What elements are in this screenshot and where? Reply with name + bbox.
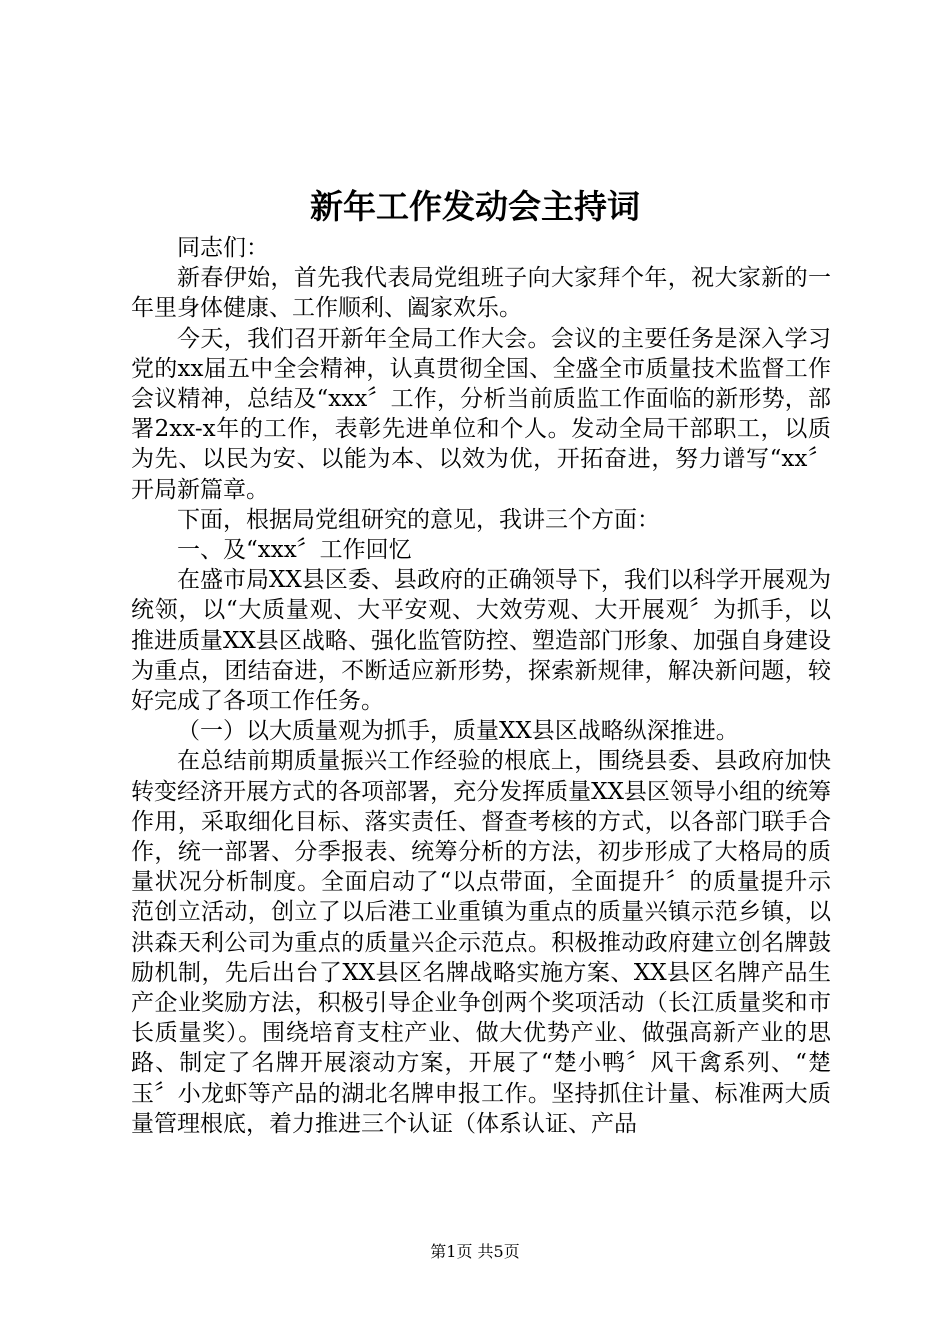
- document-title: 新年工作发动会主持词: [310, 187, 640, 226]
- paragraph: 下面，根据局党组研究的意见，我讲三个方面：: [177, 506, 660, 533]
- page-number-footer: 第1页 共5页: [430, 1242, 520, 1261]
- subsection-heading: （一）以大质量观为抓手，质量XX县区战略纵深推进。: [177, 718, 739, 745]
- document-body: [131, 233, 831, 1139]
- paragraph: 新春伊始，首先我代表局党组班子向大家拜个年，祝大家新的一年里身体健康、工作顺利、阖家欢乐。: [131, 265, 831, 322]
- paragraph: 今天，我们召开新年全局工作大会。会议的主要任务是深入学习党的xx届五中全会精神，认真贯彻全国、全盛全市质量技术监督工作会议精神，总结及“xxx〞工作，分析当前质监工作面临的新形势，部署2xx-x年的工作，表彰先进单位和个人。发动全局干部职工，以质为先、以民为安、以能为本、以效为优，开拓奋进，努力谱写“xx〞开局新篇章。: [131, 325, 831, 503]
- paragraph: 在总结前期质量振兴工作经验的根底上，围绕县委、县政府加快转变经济开展方式的各项部署，充分发挥质量XX县区领导小组的统筹作用，采取细化目标、落实责任、督查考核的方式，以各部门联手合作，统一部署、分季报表、统筹分析的方法，初步形成了大格局的质量状况分析制度。全面启动了“以点带面，全面提升〞的质量提升示范创立活动，创立了以后港工业重镇为重点的质量兴镇示范乡镇，以洪森天利公司为重点的质量兴企示范点。积极推动政府建立创名牌鼓励机制，先后出台了XX县区名牌战略实施方案、XX县区名牌产品生产企业奖励方法，积极引导企业争创两个奖项活动（长江质量奖和市长质量奖）。围绕培育支柱产业、做大优势产业、做强高新产业的思路、制定了名牌开展滚动方案，开展了“楚小鸭〞风干禽系列、“楚玉〞小龙虾等产品的湖北名牌申报工作。坚持抓住计量、标准两大质量管理根底，着力推进三个认证（体系认证、产品: [131, 748, 831, 1137]
- paragraph-greeting: 同志们：: [177, 235, 269, 261]
- section-heading: 一、及“xxx〞工作回忆: [177, 537, 412, 564]
- paragraph: 在盛市局XX县区委、县政府的正确领导下，我们以科学开展观为统领，以“大质量观、大平安观、大效劳观、大开展观〞为抓手，以推进质量XX县区战略、强化监管防控、塑造部门形象、加强自身建设为重点，团结奋进，不断适应新形势，探索新规律，解决新问题，较好完成了各项工作任务。: [131, 567, 831, 715]
